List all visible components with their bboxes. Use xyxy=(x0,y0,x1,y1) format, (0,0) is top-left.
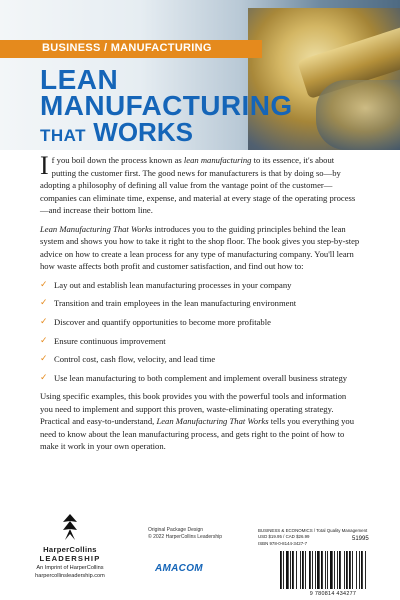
isbn-label: ISBN 978-0-8144-3427-7 xyxy=(258,540,308,546)
publisher-url: harpercollinsleadership.com xyxy=(35,573,105,580)
list-item-text: Use lean manufacturing to both complement and implement overall business strategy xyxy=(54,372,348,383)
isbn-barcode xyxy=(276,551,390,599)
list-item-text: Transition and train employees in the lean manufacturing environment xyxy=(54,298,297,309)
drop-cap: I xyxy=(40,151,49,180)
closing-book-title: Lean Manufacturing That Works xyxy=(156,416,269,427)
intro-text-1: f you boil down the process known as xyxy=(51,155,184,165)
overview-paragraph xyxy=(40,223,360,273)
design-credit-line-2: © 2022 HarperCollins Leadership xyxy=(148,533,223,540)
title-line-3 xyxy=(40,119,400,145)
title-line-1: LEAN xyxy=(40,64,119,95)
price-label: USD $19.95 / CAD $26.99 xyxy=(258,534,310,540)
title-that: THAT xyxy=(40,126,87,145)
list-item xyxy=(40,297,360,310)
checkmark-icon: ✓ xyxy=(40,317,48,328)
intro-text-emphasis: lean manufacturing xyxy=(183,155,252,165)
list-item-text: Control cost, cash flow, velocity, and lead time xyxy=(54,354,216,365)
list-item-text: Ensure continuous improvement xyxy=(54,335,166,346)
closing-text-2: tells you everything you need to know about the lean manufacturing process, and gets right to the point of how to make it work in your own operation. xyxy=(40,416,355,452)
imprint-line: An Imprint of HarperCollins xyxy=(36,565,104,572)
list-item-text: Lay out and establish lean manufacturing processes in your company xyxy=(54,279,292,290)
publisher-logo-block xyxy=(20,512,120,579)
list-item xyxy=(40,335,360,348)
closing-paragraph xyxy=(40,390,360,453)
design-credit-line-1: Original Package Design xyxy=(148,527,204,533)
category-label: BUSINESS / MANUFACTURING xyxy=(42,42,212,54)
price-supplement-number: 51995 xyxy=(352,536,369,542)
barcode-number: 9 780814 434277 xyxy=(309,591,357,597)
checkmark-icon: ✓ xyxy=(40,335,48,346)
logo-subtitle: LEADERSHIP xyxy=(39,554,101,564)
list-item xyxy=(40,316,360,329)
title-works: WORKS xyxy=(93,117,193,147)
bisac-category: BUSINESS & ECONOMICS / Total Quality Management xyxy=(258,528,368,533)
checkmark-icon: ✓ xyxy=(40,372,48,383)
logo-name: HarperCollins xyxy=(43,545,97,554)
list-item xyxy=(40,372,360,385)
intro-paragraph xyxy=(40,151,360,217)
overview-book-title: Lean Manufacturing That Works xyxy=(40,223,153,234)
list-item-text: Discover and quantify opportunities to become more profitable xyxy=(54,317,271,328)
category-banner xyxy=(0,40,262,58)
overview-text: introduces you to the guiding principles behind the lean system and shows you how to take it right to the shop floor. The book gives you step-by-step advice on how to create a lean process for any type of manufacturing company. You'll learn how waste affects both profit and customer satisfaction, and find out how to: xyxy=(40,223,360,272)
amacom-logo: AMACOM xyxy=(155,563,203,574)
intro-text-2: to its essence, it's about putting the customer first. The good news for manufacturers is that by doing so—by adopting a philosophy of defining all value from the vantage point of the customer—companies can eliminate time, expense, and material at every stage of the operating process—and increase their bottom line. xyxy=(40,155,356,216)
back-cover-copy xyxy=(40,151,360,459)
list-item xyxy=(40,353,360,366)
closing-text-1: Using specific examples, this book provides you with the powerful tools and information you need to implement and support this proven, waste-eliminating operating strategy. Practical and easy-to-understand, xyxy=(40,391,347,427)
checkmark-icon: ✓ xyxy=(40,354,48,365)
barcode-bars xyxy=(276,551,390,589)
checkmark-icon: ✓ xyxy=(40,279,48,290)
benefit-list xyxy=(40,279,360,384)
title-line-2: MANUFACTURING xyxy=(40,90,293,121)
list-item xyxy=(40,279,360,292)
harpercollins-flame-icon xyxy=(53,512,87,542)
checkmark-icon: ✓ xyxy=(40,298,48,309)
